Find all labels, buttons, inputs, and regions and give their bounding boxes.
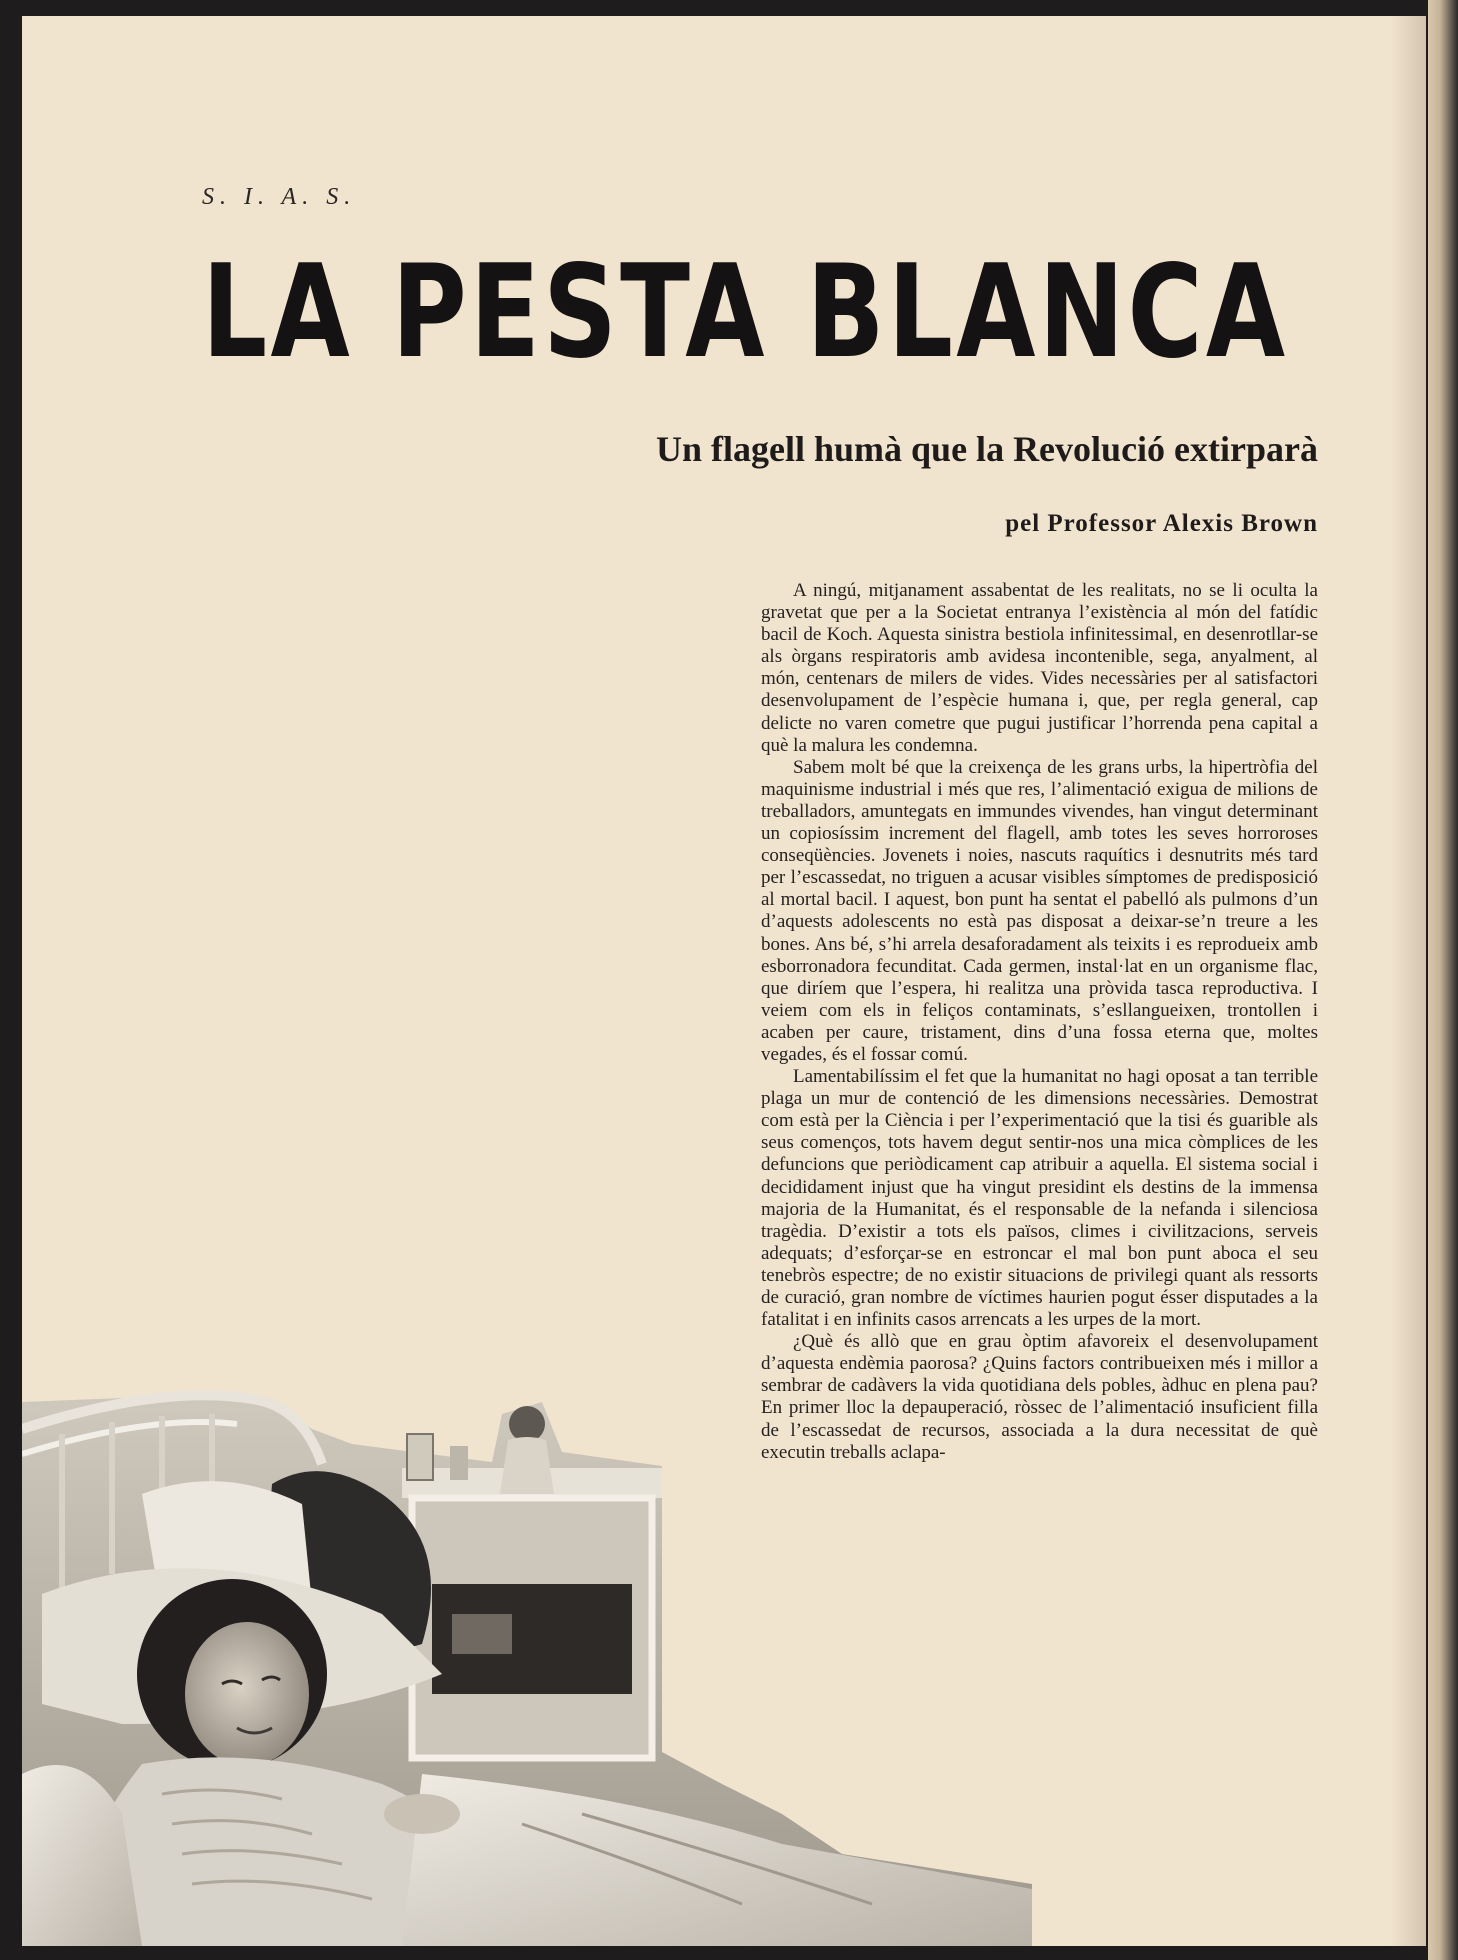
paragraph: Sabem molt bé que la creixença de les grans urbs, la hipertròfia del maquinisme industrial i més que res, l’alimentació exigua de milions de treballadors, amuntegats en immundes vivendes, han vingut determinant un copiosíssim increment del flagell, amb totes les seves horroroses conseqüències. Jovenets i noies, nascuts raquítics i desnutrits més tard per l’escassedat, no triguen a acusar visibles símptomes de predisposició al mortal bacil. I aquest, bon punt ha sentat el pabelló als pulmons d’un d’aquests adolescents no està pas disposat a deixar-se’n treure a les bones. Ans bé, s’hi arrela desaforadament als teixits i es reprodueix amb esborronadora fecunditat. Cada germen, instal·lat en un organisme flac, que diríem que l’espera, hi realitza una pròvida tasca reproductiva. I veiem com els in feliços contaminats, s’esllangueixen, trontollen i acaben per caure, tristament, dins d’una fossa eterna que, moltes vegades, és el fossar comú. <box>761 756 1318 1065</box>
article-title: LA PESTA BLANCA <box>202 238 1289 387</box>
paragraph: ¿Què és allò que en grau òptim afavoreix el desenvolupament d’aquesta endèmia paorosa? ¿Quins factors contribueixen més i millor a sembrar de cadàvers la vida quotidiana dels pobles, àdhuc en plena pau? En primer lloc la depauperació, ròssec de l’alimentació insuficient filla de l’escassedat de recursos, associada a la dura necessitat de què executin treballs aclapa- <box>761 1331 1318 1463</box>
hospital-bed-photo <box>22 1344 1032 1946</box>
binding-edge <box>1428 0 1458 1960</box>
page-shadow <box>1390 16 1426 1946</box>
article-subtitle: Un flagell humà que la Revolució extirparà <box>656 429 1318 469</box>
paragraph: A ningú, mitjanament assabentat de les realitats, no se li oculta la gravetat que per a la Societat entranya l’existència al món del fatídic bacil de Koch. Aquesta sinistra bestiola infinitessimal, en desenrotllar-se als òrgans respiratoris amb avidesa incontenible, sega, anyalment, al món, centenars de milers de vides. Vides necessàries per al satisfactori desenvolupament de l’espècie humana i, que, per regla general, cap delicte no varen cometre que pugui justificar l’horrenda pena capital a què la malura les condemna. <box>761 580 1318 756</box>
section-tag: S. I. A. S. <box>202 184 357 210</box>
paragraph: Lamentabilíssim el fet que la humanitat no hagi oposat a tan terrible plaga un mur de contenció de les dimensions necessàries. Demostrat com està per la Ciència i per l’experimentació que la tisi és guarible als seus començos, tots havem degut sentir-nos una mica còmplices de les defuncions que periòdicament cap atribuir a aquella. El sistema social i decididament injust que ha vingut presidint els destins de la immensa majoria de la Humanitat, és el responsable de la nefanda i silenciosa tragèdia. D’existir a tots els països, climes i civilitzacions, serveis adequats; d’esforçar-se en estroncar el mal bon punt aboca el seu tenebròs espectre; de no existir situacions de privilegi quant als ressorts de curació, gran nombre de víctimes haurien pogut ésser disputades a la fatalitat i en infinits casos arrencats a les urpes de la mort. <box>761 1066 1318 1331</box>
magazine-page <box>22 16 1426 1946</box>
article-byline: pel Professor Alexis Brown <box>1005 510 1318 537</box>
article-body <box>761 580 1318 1464</box>
